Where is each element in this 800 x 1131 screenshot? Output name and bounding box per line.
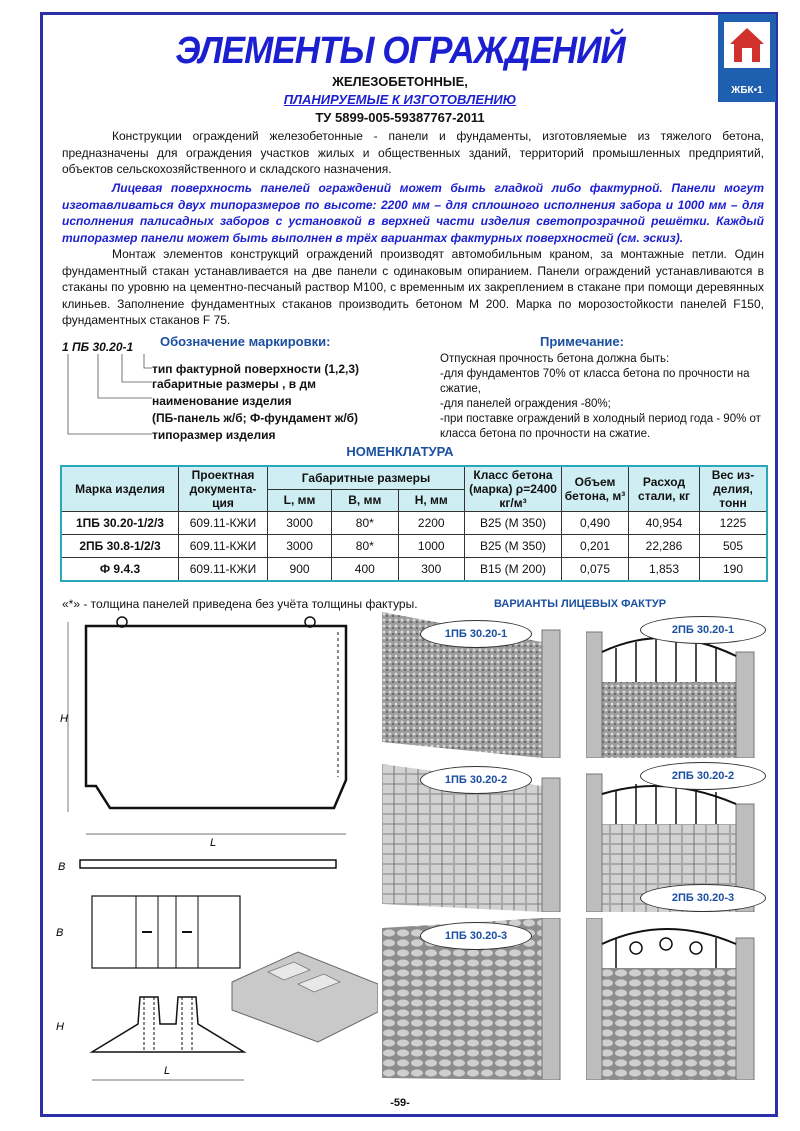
foundation-3d-view [232,952,378,1042]
cell: 3000 [268,535,332,558]
page-number: -59- [390,1097,410,1109]
variant-label: 1ПБ 30.20-2 [420,766,532,794]
col-weight: Вес из-делия, тонн [700,466,768,512]
page-title: ЭЛЕМЕНТЫ ОГРАЖДЕНИЙ [175,30,625,72]
cell: 300 [398,558,464,582]
cell: 1,853 [629,558,700,582]
cell: 80* [332,535,398,558]
dim-H-label: H [56,1021,64,1033]
cell: 0,201 [562,535,629,558]
variant-label: 2ПБ 30.20-2 [640,762,766,790]
col-steel: Расход стали, кг [629,466,700,512]
intro-paragraph-1: Конструкции ограждений железобетонные - панели и фундаменты, изготовляемые из тяжелого бетона, предназначены для ограждения участков жилых и общественных зданий, территорий промышленных предприятий, объектов сельскохозяйственного и складского назначения. [62,129,764,176]
cell: 22,286 [629,535,700,558]
nomenclature-table [60,465,768,582]
cell: 3000 [268,512,332,535]
marking-item: наименование изделия [152,394,292,408]
intro-paragraph-2: Лицевая поверхность панелей ограждений может быть гладкой либо фактурной. Панели могут изготавливаться двух типоразмеров по высоте: 2200 мм – для сплошного исполнения забора и 1000 мм – для исполнения палисадных заборов с установкой в верхней части изделия светопрозрачной решётки. Каждый типоразмер панели может быть выполнен в трёх вариантах фактурных поверхностей (см. эскиз). [62,181,764,245]
col-dims: Габаритные размеры [268,466,465,489]
marking-heading: Обозначение маркировки: [160,334,331,349]
cell: 190 [700,558,768,582]
cell: 0,075 [562,558,629,582]
subtitle-planned: ПЛАНИРУЕМЫЕ К ИЗГОТОВЛЕНИЮ [283,92,517,107]
note-line: -при поставке ограждений в холодный период года - 90% от класса бетона по прочности на сжатие. [440,413,761,440]
cell: 2200 [398,512,464,535]
note-line: -для панелей ограждения -80%; [440,398,611,410]
cell: 609.11-КЖИ [179,512,268,535]
subtitle-type: ЖЕЛЕЗОБЕТОННЫЕ, [332,74,468,89]
cell: 1225 [700,512,768,535]
col-L: L, мм [268,489,332,511]
texture-photo-6 [586,918,766,1080]
col-volume: Объем бетона, м³ [562,466,629,512]
variant-label: 1ПБ 30.20-1 [420,620,532,648]
variant-label: 1ПБ 30.20-3 [420,922,532,950]
cell: 609.11-КЖИ [179,558,268,582]
marking-leader-lines [62,354,157,440]
marking-item: тип фактурной поверхности (1,2,3) [152,362,360,376]
cell: 40,954 [629,512,700,535]
foundation-section-view [92,997,244,1052]
cell: 505 [700,535,768,558]
cell: 900 [268,558,332,582]
variant-label: 2ПБ 30.20-1 [640,616,766,644]
cell: В25 (М 350) [465,535,562,558]
logo-text: ЖБК•1 [731,85,763,96]
marking-code: 1 ПБ 30.20-1 [62,340,134,354]
note-heading: Примечание: [540,334,624,349]
table-row [61,558,767,582]
dim-B-label: B [58,861,66,873]
cell: 1000 [398,535,464,558]
table-row [61,535,767,558]
note-line: -для фундаментов 70% от класса бетона по прочности на сжатие, [440,368,750,395]
col-B: В, мм [332,489,398,511]
table-row [61,512,767,535]
intro-paragraph-3: Монтаж элементов конструкций ограждений производят автомобильным краном, за монтажные петли. Один фундаментный стакан устанавливается на две панели с одинаковым опиранием. Панели ограждений устанавливаются в стаканы по уровню на цементно-песчаный раствор М100, с временным их закреплением в стакане при помощи деревянных клиньев. Заполнение фундаментных стаканов производить бетоном М 200. Марка по морозостойкости панелей F150, фундаментных стаканов F 75. [62,247,764,327]
note-line: Отпускная прочность бетона должна быть: [440,353,670,365]
table-footnote: «*» - толщина панелей приведена без учёта толщины фактуры. [62,597,418,611]
cell: 2ПБ 30.8-1/2/3 [61,535,179,558]
dim-H-label: H [60,713,68,725]
cell: В15 (М 200) [465,558,562,582]
cell: 0,490 [562,512,629,535]
marking-item: габаритные размеры , в дм [152,377,316,391]
dim-L-label: L [210,837,217,849]
standard-code: ТУ 5899-005-59387767-2011 [315,110,485,125]
panel-front-view [86,626,346,808]
cell: 609.11-КЖИ [179,535,268,558]
dim-B-label: B [56,927,64,939]
variants-heading: ВАРИАНТЫ ЛИЦЕВЫХ ФАКТУР [494,598,667,610]
cell: В25 (М 350) [465,512,562,535]
note-body [440,352,764,442]
col-doc: Проектная документа-ция [179,466,268,512]
variant-label: 2ПБ 30.20-3 [640,884,766,912]
col-concrete: Класс бетона (марка) ρ=2400 кг/м³ [465,466,562,512]
panel-section-view [80,860,336,868]
col-mark: Марка изделия [61,466,179,512]
cell: 400 [332,558,398,582]
marking-item: типоразмер изделия [152,428,276,442]
col-H: Н, мм [398,489,464,511]
cell: 80* [332,512,398,535]
nomenclature-heading: НОМЕНКЛАТУРА [346,444,454,459]
foundation-plan-view [92,896,240,968]
cell: Ф 9.4.3 [61,558,179,582]
technical-drawings [48,612,378,1097]
marking-item: (ПБ-панель ж/б; Ф-фундамент ж/б) [152,411,359,425]
dim-L-label: L [164,1065,171,1077]
cell: 1ПБ 30.20-1/2/3 [61,512,179,535]
